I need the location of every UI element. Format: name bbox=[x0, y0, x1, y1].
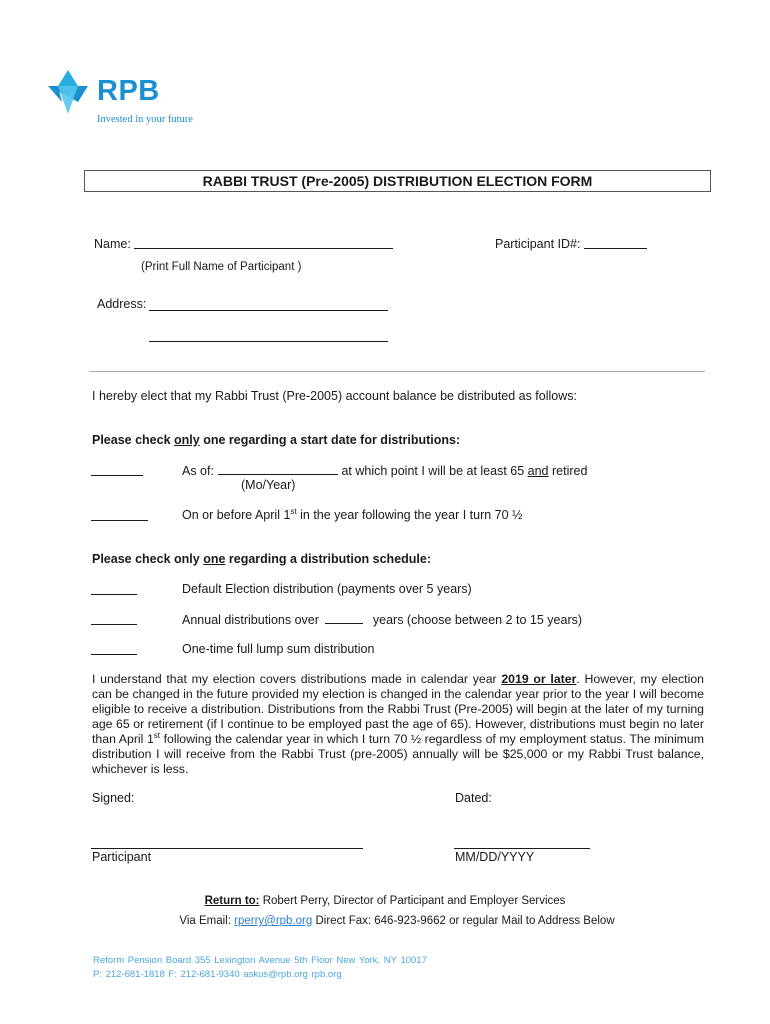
rpb-logo bbox=[46, 68, 206, 128]
footer-address: Reform Pension Board 355 Lexington Avenue 5th Floor New York, NY 10017 bbox=[93, 955, 427, 966]
schedule-option-1-checkbox[interactable] bbox=[91, 594, 137, 595]
address-field-1[interactable] bbox=[149, 310, 388, 311]
return-to-text: Robert Perry, Director of Participant and Employer Services bbox=[262, 895, 566, 907]
signed-label: Signed: bbox=[92, 791, 135, 805]
dated-label: Dated: bbox=[455, 791, 492, 805]
election-terms-paragraph: I understand that my election covers distributions made in calendar year 2019 or later. However, my election can be changed in the future provided my election is changed in the calendar year prior to the year I will become eligible to receive a distribution. Distributions from the Rabbi Trust (Pre-2005) will begin at the later of my turning age 65 or retirement (if I continue to be employed past the age of 65). However, distributions must begin no later than April 1st following the calendar year in which I turn 70 ½ regardless of my employment status. The minimum distribution I will receive from the Rabbi Trust (pre-2005) annually will be $25,000 or my Rabbi Trust balance, whichever is less. bbox=[92, 672, 705, 776]
date-line[interactable] bbox=[454, 848, 590, 849]
schedule-section-heading: Please check only one regarding a distribution schedule: bbox=[92, 552, 432, 566]
intro-text: I hereby elect that my Rabbi Trust (Pre-2005) account balance be distributed as follows: bbox=[92, 389, 577, 403]
start-option-2: On or before April 1st in the year following the year I turn 70 ½ bbox=[182, 506, 523, 522]
date-format-label: MM/DD/YYYY bbox=[455, 850, 535, 864]
name-field[interactable] bbox=[134, 248, 393, 249]
signature-line[interactable] bbox=[91, 848, 363, 849]
participant-label: Participant bbox=[92, 850, 152, 864]
return-contact-line: Via Email: rperry@rpb.org Direct Fax: 646-923-9662 or regular Mail to Address Below bbox=[179, 915, 615, 927]
start-section-heading: Please check only one regarding a start date for distributions: bbox=[92, 433, 461, 447]
participant-id-label: Participant ID#: bbox=[495, 237, 581, 251]
email-link[interactable]: rperry@rpb.org bbox=[234, 915, 313, 927]
schedule-option-2-checkbox[interactable] bbox=[91, 624, 137, 625]
return-to-label: Return to: bbox=[204, 895, 260, 907]
participant-id-field[interactable] bbox=[584, 248, 647, 249]
divider bbox=[89, 371, 705, 372]
star-logo-icon bbox=[46, 68, 90, 116]
schedule-option-3-checkbox[interactable] bbox=[91, 654, 137, 655]
logo-text: RPB bbox=[97, 75, 160, 107]
return-to-line bbox=[0, 894, 770, 908]
schedule-option-1: Default Election distribution (payments over 5 years) bbox=[182, 582, 472, 596]
form-title: RABBI TRUST (Pre-2005) DISTRIBUTION ELECTION FORM bbox=[84, 170, 711, 192]
address-label: Address: bbox=[97, 297, 147, 311]
address-field-2[interactable] bbox=[149, 341, 388, 342]
schedule-option-2: Annual distributions over years (choose between 2 to 15 years) bbox=[182, 613, 583, 627]
name-hint: (Print Full Name of Participant ) bbox=[141, 261, 302, 273]
years-field[interactable] bbox=[325, 612, 363, 624]
start-option-1-checkbox[interactable] bbox=[91, 475, 143, 476]
footer-contact: P: 212-681-1818 F: 212-681-9340 askus@rpb.org rpb.org bbox=[93, 969, 342, 980]
name-label: Name: bbox=[94, 237, 131, 251]
start-option-1: As of: at which point I will be at least 65 and retired bbox=[182, 464, 588, 478]
schedule-option-3: One-time full lump sum distribution bbox=[182, 642, 375, 656]
start-date-hint: (Mo/Year) bbox=[241, 478, 296, 492]
start-date-field[interactable] bbox=[218, 463, 338, 475]
start-option-2-checkbox[interactable] bbox=[91, 520, 148, 521]
logo-tagline: Invested in your future bbox=[97, 114, 193, 125]
